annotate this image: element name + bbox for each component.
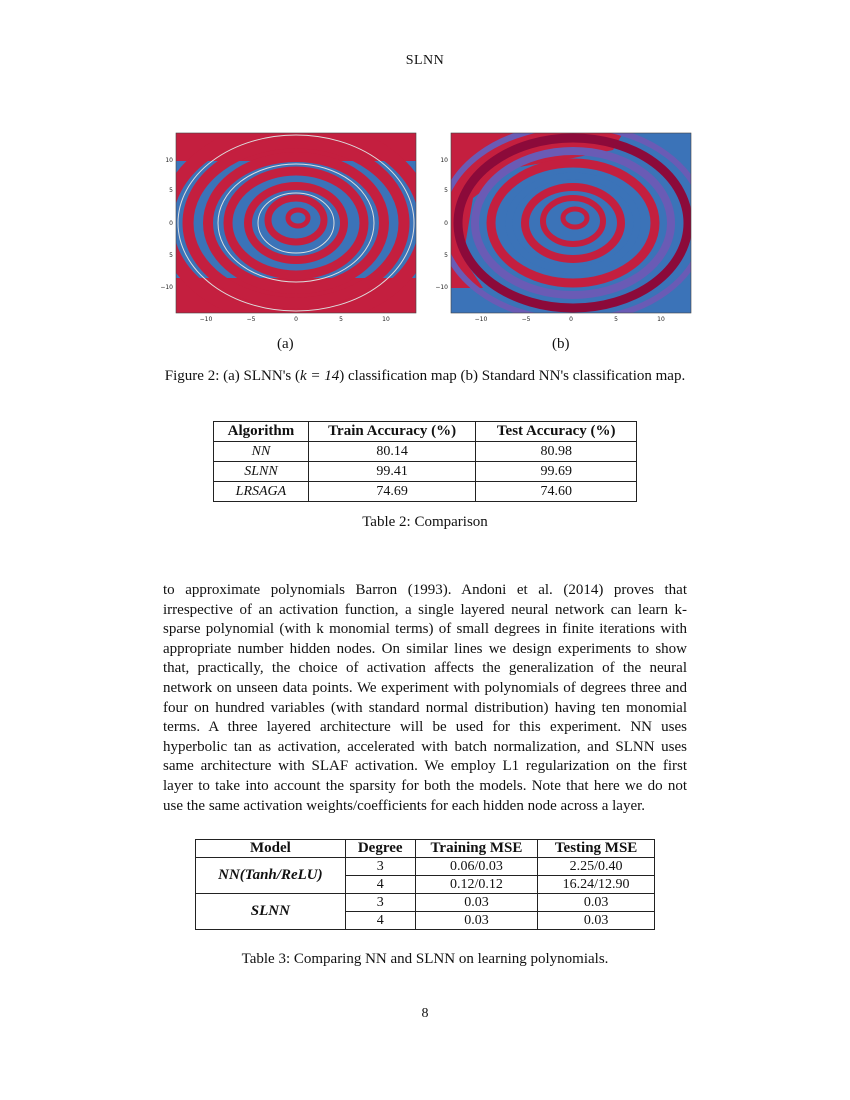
column-header: Training MSE: [415, 840, 538, 858]
subfigure-label-a: (a): [277, 336, 294, 352]
training-mse-cell: 0.06/0.03: [415, 858, 538, 876]
model-cell: SLNN: [196, 894, 346, 930]
table-row: [214, 482, 637, 502]
body-paragraph: to approximate polynomials Barron (1993). Andoni et al. (2014) proves that irrespective of an activation function, a single layered neural network can learn k-sparse polynomial (with k monomial terms) of small degrees in finite iterations with appropriate number hidden nodes. On similar lines we design experiments to show that, practically, the choice of activation affects the generalization of the neural network on unseen data points. We experiment with polynomials of degrees three and four on hundred variables (with standard normal distribution) having ten monomial terms. A three layered architecture will be used for this experiment. NN uses hyperbolic tan as activation, accelerated with batch normalization, and SLNN uses same architecture with SLAF activation. We employ L1 regularization on the first layer to take into account the sparsity for both the models. Note that here we do not use the same activation weights/coefficients for each hidden node across a layer.: [163, 582, 687, 814]
table-row: [214, 442, 637, 462]
column-header: Algorithm: [214, 422, 309, 442]
algorithm-cell: NN: [214, 442, 309, 462]
x-tick: 10: [657, 316, 665, 323]
y-tick: 10: [165, 157, 173, 164]
running-title: SLNN: [405, 53, 445, 68]
polynomial-table: [195, 839, 655, 930]
degree-cell: 3: [345, 858, 415, 876]
y-tick: 5: [444, 187, 448, 194]
column-header: Test Accuracy (%): [476, 422, 637, 442]
page-number: 8: [421, 1006, 429, 1021]
y-tick: 5: [169, 252, 173, 259]
table-row: [196, 894, 655, 912]
caption-suffix: ) classification map (b) Standard NN's classification map.: [339, 368, 686, 384]
x-tick: −10: [199, 316, 213, 323]
y-ticks-a: [160, 157, 173, 291]
table-row: [214, 462, 637, 482]
train-accuracy-cell: 74.69: [308, 482, 476, 502]
column-header: Model: [196, 840, 346, 858]
y-tick: 0: [169, 220, 173, 227]
column-header: Degree: [345, 840, 415, 858]
algorithm-cell: SLNN: [214, 462, 309, 482]
y-tick: −10: [160, 284, 173, 291]
training-mse-cell: 0.03: [415, 894, 538, 912]
test-accuracy-cell: 99.69: [476, 462, 637, 482]
table2-caption: Table 2: Comparison: [362, 514, 488, 530]
comparison-table: [213, 421, 637, 502]
degree-cell: 3: [345, 894, 415, 912]
degree-cell: 4: [345, 876, 415, 894]
x-tick: −10: [474, 316, 488, 323]
y-ticks-b: [435, 157, 448, 291]
table-header-row: [196, 840, 655, 858]
classification-map-a: [148, 128, 413, 326]
y-tick: 5: [444, 252, 448, 259]
x-tick: 10: [382, 316, 390, 323]
x-tick: 0: [294, 316, 298, 323]
training-mse-cell: 0.03: [415, 912, 538, 930]
x-tick: 5: [339, 316, 343, 323]
testing-mse-cell: 0.03: [538, 894, 655, 912]
table-header-row: [214, 422, 637, 442]
table-row: [196, 858, 655, 876]
model-cell: NN(Tanh/ReLU): [196, 858, 346, 894]
train-accuracy-cell: 80.14: [308, 442, 476, 462]
test-accuracy-cell: 80.98: [476, 442, 637, 462]
x-ticks-a: [200, 316, 390, 323]
x-tick: −5: [521, 316, 531, 323]
y-tick: 5: [169, 187, 173, 194]
y-tick: −10: [435, 284, 448, 291]
training-mse-cell: 0.12/0.12: [415, 876, 538, 894]
x-tick: 0: [569, 316, 573, 323]
subfigure-label-b: (b): [552, 336, 570, 352]
caption-prefix: Figure 2: (a) SLNN's (: [164, 368, 300, 384]
test-accuracy-cell: 74.60: [476, 482, 637, 502]
testing-mse-cell: 2.25/0.40: [538, 858, 655, 876]
algorithm-cell: LRSAGA: [214, 482, 309, 502]
train-accuracy-cell: 99.41: [308, 462, 476, 482]
column-header: Testing MSE: [538, 840, 655, 858]
x-ticks-b: [475, 316, 665, 323]
y-tick: 0: [444, 220, 448, 227]
caption-k: k = 14: [299, 368, 340, 384]
degree-cell: 4: [345, 912, 415, 930]
testing-mse-cell: 16.24/12.90: [538, 876, 655, 894]
table3-caption: Table 3: Comparing NN and SLNN on learning polynomials.: [241, 951, 609, 967]
testing-mse-cell: 0.03: [538, 912, 655, 930]
classification-map-b: [423, 128, 688, 326]
x-tick: −5: [246, 316, 256, 323]
figure-caption: [0, 368, 850, 385]
column-header: Train Accuracy (%): [308, 422, 476, 442]
x-tick: 5: [614, 316, 618, 323]
y-tick: 10: [440, 157, 448, 164]
